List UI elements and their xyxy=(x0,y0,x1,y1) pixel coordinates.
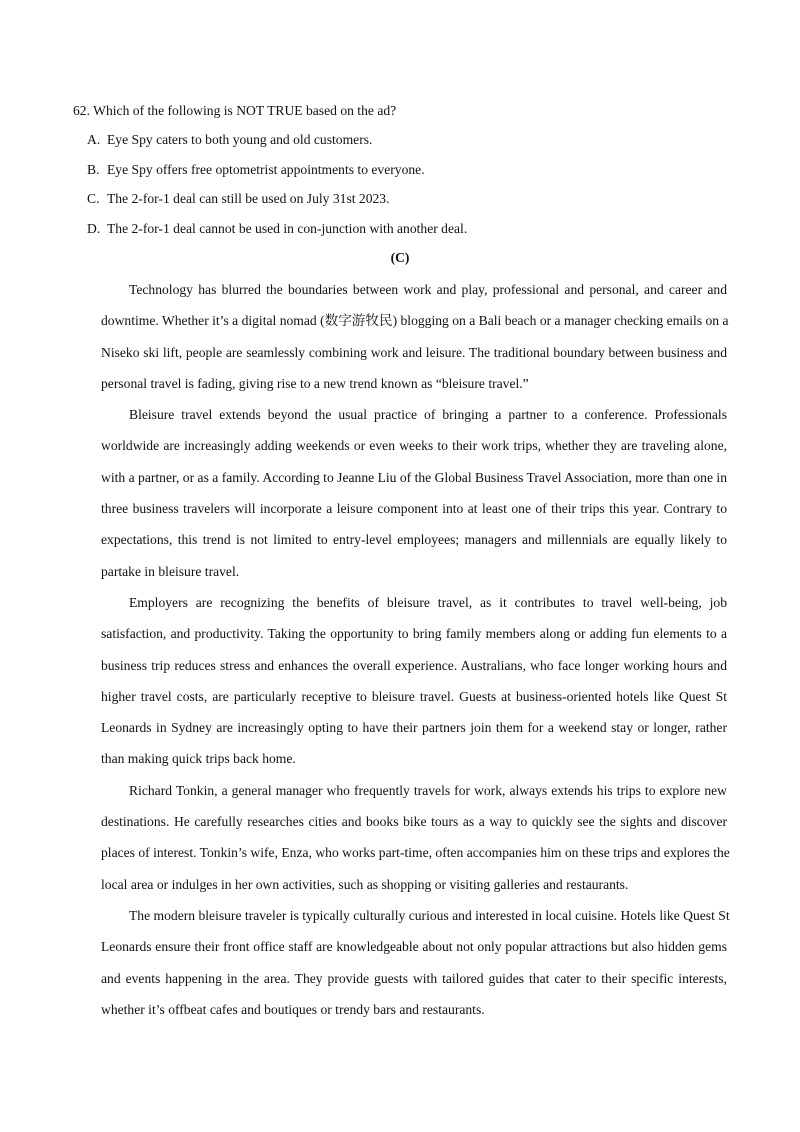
text-line: satisfaction, and productivity. Taking the opportunity to bring family members along or adding fun elements to a xyxy=(101,626,727,642)
option-text: Eye Spy offers free optometrist appointments to everyone. xyxy=(107,161,425,177)
option-c xyxy=(73,184,727,214)
passage-paragraph xyxy=(73,775,730,900)
text-line: Niseko ski lift, people are seamlessly combining work and leisure. The traditional boundary between business and xyxy=(101,344,727,360)
passage-paragraph xyxy=(73,274,727,399)
text-line: expectations, this trend is not limited to entry-level employees; managers and millennials are equally likely to xyxy=(101,532,727,548)
text-line: Bleisure travel extends beyond the usual practice of bringing a partner to a conference. Professionals xyxy=(129,407,727,423)
text-line: than making quick trips back home. xyxy=(101,751,296,767)
text-line: downtime. Whether it’s a digital nomad (数字游牧民) blogging on a Bali beach or a manager checking emails on a xyxy=(101,313,729,329)
text-line: Employers are recognizing the benefits of bleisure travel, as it contributes to travel well-being, job xyxy=(129,594,727,610)
option-letter: B. xyxy=(87,161,100,177)
text-line: Richard Tonkin, a general manager who frequently travels for work, always extends his trips to explore new xyxy=(129,782,727,798)
option-d xyxy=(73,214,727,244)
option-a xyxy=(73,125,727,155)
text-line: local area or indulges in her own activities, such as shopping or visiting galleries and restaurants. xyxy=(101,876,629,892)
text-line: partake in bleisure travel. xyxy=(101,563,240,579)
text-line: Leonards ensure their front office staff are knowledgeable about not only popular attractions but also hidden gems xyxy=(101,939,727,955)
answer-options xyxy=(73,125,727,243)
text-line: higher travel costs, are particularly receptive to bleisure travel. Guests at business-oriented hotels like Quest St xyxy=(101,688,727,704)
text-line: Leonards in Sydney are increasingly opting to have their partners join them for a weekend stay or longer, rather xyxy=(101,720,727,736)
document-page xyxy=(73,96,730,1025)
text-line: with a partner, or as a family. According to Jeanne Liu of the Global Business Travel Association, more than one in xyxy=(101,469,727,485)
passage-paragraph xyxy=(73,399,727,587)
question-stem: 62. Which of the following is NOT TRUE based on the ad? xyxy=(73,103,397,118)
option-text: The 2-for-1 deal cannot be used in con-junction with another deal. xyxy=(107,220,468,236)
option-text: The 2-for-1 deal can still be used on July 31st 2023. xyxy=(107,191,390,206)
option-letter: A. xyxy=(87,132,101,147)
option-letter: C. xyxy=(87,191,100,206)
text-line: and events happening in the area. They provide guests with tailored guides that cater to their specific interests, xyxy=(101,970,727,986)
text-line: three business travelers will incorporate a leisure component into at least one of their trips this year. Contrary to xyxy=(101,501,727,517)
section-heading: (C) xyxy=(390,250,410,265)
text-line: business trip reduces stress and enhances the overall experience. Australians, who face longer working hours and xyxy=(101,657,727,673)
question-62 xyxy=(73,96,727,243)
passage xyxy=(73,274,730,1025)
option-letter: D. xyxy=(87,220,101,236)
passage-paragraph xyxy=(73,900,730,1025)
text-line: Technology has blurred the boundaries between work and play, professional and personal, and career and xyxy=(129,282,727,297)
text-line: personal travel is fading, giving rise to a new trend known as “bleisure travel.” xyxy=(101,375,529,391)
text-line: The modern bleisure traveler is typically culturally curious and interested in local cuisine. Hotels like Quest St xyxy=(129,907,730,923)
text-line: whether it’s offbeat cafes and boutiques or trendy bars and restaurants. xyxy=(101,1001,485,1017)
text-line: destinations. He carefully researches cities and books bike tours as a way to quickly see the sights and discover xyxy=(101,814,727,830)
passage-paragraph xyxy=(73,587,727,775)
option-b xyxy=(73,155,727,185)
option-text: Eye Spy caters to both young and old customers. xyxy=(107,132,373,147)
text-line: worldwide are increasingly adding weekends or even weeks to their work trips, whether they are traveling alone, xyxy=(101,438,727,454)
text-line: places of interest. Tonkin’s wife, Enza, who works part-time, often accompanies him on these trips and explores the xyxy=(101,845,730,861)
